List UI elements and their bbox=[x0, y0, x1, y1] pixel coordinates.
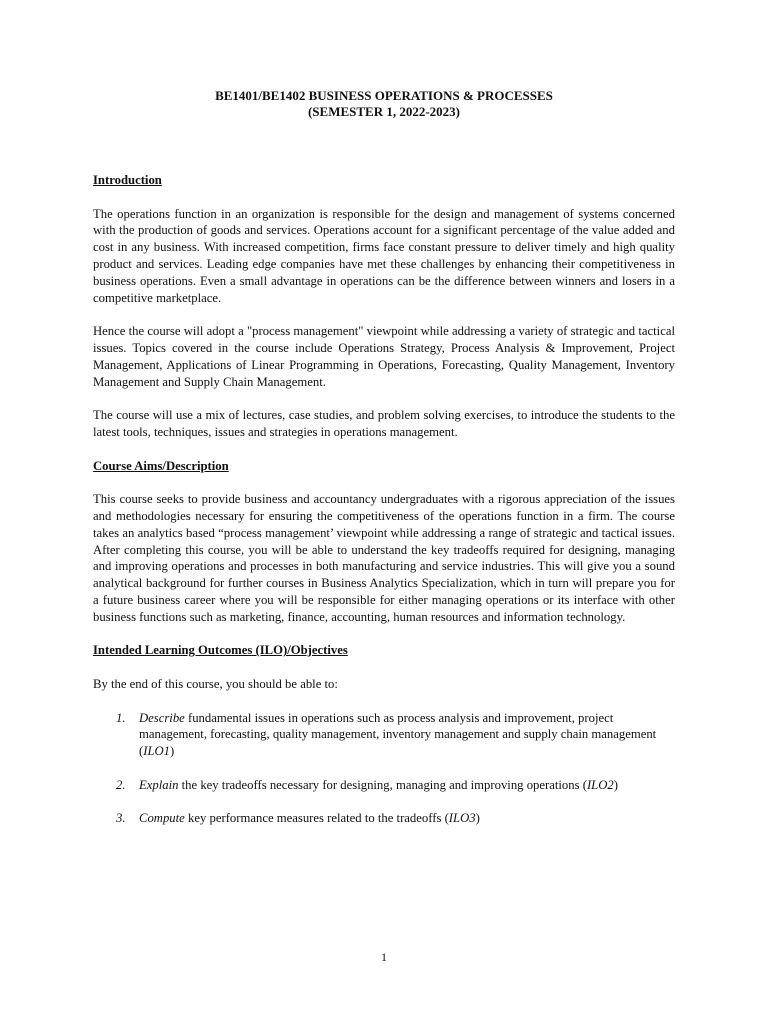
aims-paragraph: This course seeks to provide business and accountancy undergraduates with a rigorous appreciation of the issues and methodologies necessary for ensuring the competitiveness of the operations function in a firm. The course takes an analytics based “process management’ viewpoint while addressing a range of strategic and tactical issues. After completing this course, you will be able to understand the key tradeoffs required for designing, managing and improving operations and processes in both manufacturing and service industries. This will give you a sound analytical background for further courses in Business Analytics Specialization, which in turn will prepare you for a future business career where you will be responsible for either managing operations or its interface with other business functions such as marketing, finance, accounting, human resources and information technology. bbox=[93, 492, 675, 624]
introduction-paragraph-3: The course will use a mix of lectures, case studies, and problem solving exercises, to introduce the students to the latest tools, techniques, issues and strategies in operations management. bbox=[93, 408, 675, 439]
list-item-text: fundamental issues in operations such as process analysis and improvement, project management, forecasting, quality management, inventory management and supply chain management ( bbox=[139, 710, 657, 759]
list-item-text: the key tradeoffs necessary for designing, managing and improving operations ( bbox=[178, 777, 587, 792]
page-content bbox=[93, 88, 675, 827]
list-item-verb: Compute bbox=[139, 811, 185, 826]
list-item-close: ) bbox=[170, 744, 175, 759]
ilo-heading: Intended Learning Outcomes (ILO)/Objectives bbox=[93, 643, 348, 658]
document-title bbox=[93, 88, 675, 120]
list-item-verb: Explain bbox=[139, 777, 179, 792]
introduction-heading: Introduction bbox=[93, 173, 162, 187]
page-number: 1 bbox=[381, 950, 387, 964]
list-item-number: 2. bbox=[116, 777, 126, 792]
ilo-list bbox=[93, 710, 675, 828]
introduction-paragraph-1: The operations function in an organization is responsible for the design and management of systems concerned with the production of goods and services. Operations account for a significant percentage of the value added and cost in any business. With increased competition, firms face constant pressure to deliver timely and high quality product and services. Leading edge companies have met these challenges by enhancing their competitiveness in business operations. Even a small advantage in operations can be the difference between winners and losers in a competitive marketplace. bbox=[93, 206, 675, 305]
list-item-verb: Describe bbox=[139, 710, 185, 725]
list-item-code: ILO2 bbox=[586, 777, 614, 792]
list-item-close: ) bbox=[613, 777, 618, 792]
introduction-paragraph-2: Hence the course will adopt a "process management" viewpoint while addressing a variety of strategic and tactical issues. Topics covered in the course include Operations Strategy, Process Analysis & Improvement, Project Management, Applications of Linear Programming in Operations, Forecasting, Quality Management, Inventory Management and Supply Chain Management. bbox=[93, 324, 675, 389]
title-line-2: (SEMESTER 1, 2022-2023) bbox=[307, 104, 461, 119]
list-item-code: ILO3 bbox=[448, 811, 476, 826]
title-line-1: BE1401/BE1402 BUSINESS OPERATIONS & PROCESSES bbox=[215, 88, 553, 103]
list-item-close: ) bbox=[475, 811, 480, 826]
list-item-number: 1. bbox=[116, 710, 126, 725]
list-item-text: key performance measures related to the tradeoffs ( bbox=[184, 811, 449, 826]
list-item bbox=[93, 710, 675, 760]
list-item-code: ILO1 bbox=[143, 744, 171, 759]
list-item-number: 3. bbox=[116, 811, 126, 826]
list-item bbox=[93, 777, 675, 794]
list-item bbox=[93, 810, 675, 827]
ilo-intro: By the end of this course, you should be able to: bbox=[93, 676, 338, 691]
aims-heading: Course Aims/Description bbox=[93, 458, 229, 473]
